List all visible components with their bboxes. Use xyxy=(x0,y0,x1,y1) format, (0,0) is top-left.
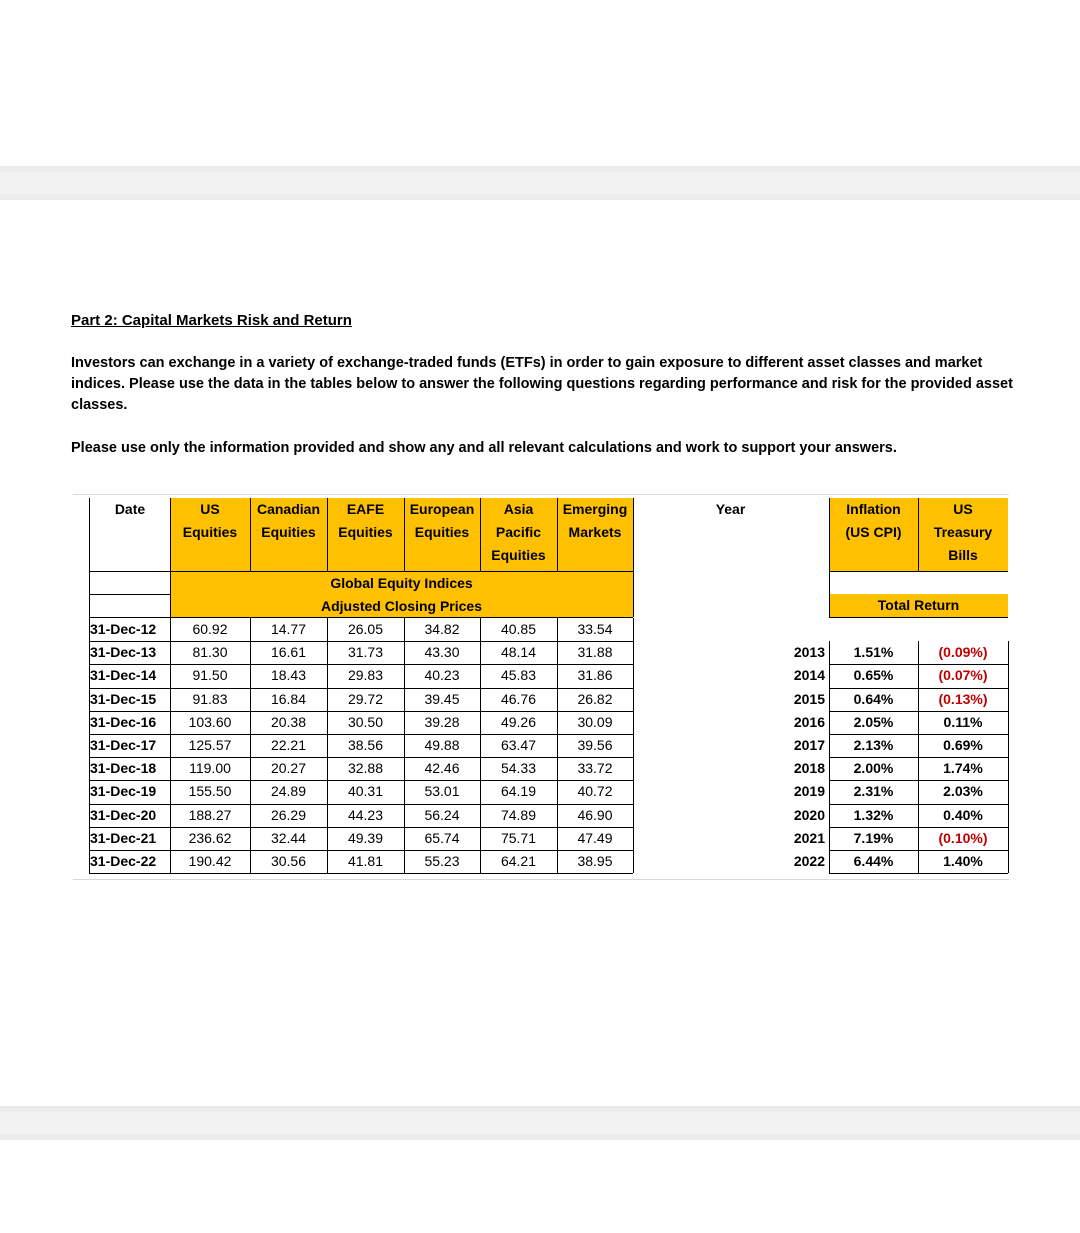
price-cell: 53.01 xyxy=(424,783,460,800)
year-cell: 2018 xyxy=(793,760,825,777)
date-cell: 31-Dec-14 xyxy=(90,667,157,684)
price-cell: 190.42 xyxy=(188,853,232,869)
header-us-treasury-bills: US Treasury Bills xyxy=(933,501,993,563)
price-cell: 24.89 xyxy=(270,783,307,800)
inflation-cell: 2.31% xyxy=(853,783,894,800)
year-cell: 2021 xyxy=(793,829,825,846)
price-cell: 33.54 xyxy=(577,621,613,637)
inflation-cell: 6.44% xyxy=(853,853,894,869)
price-cell: 43.30 xyxy=(424,644,460,661)
price-cell: 32.88 xyxy=(347,760,384,777)
total-return-label: Total Return xyxy=(877,597,960,613)
price-cell: 38.95 xyxy=(577,853,613,869)
header-year: Year xyxy=(715,501,746,517)
price-cell: 30.56 xyxy=(270,853,307,869)
header-emerging-markets: Emerging Markets xyxy=(562,501,628,540)
inflation-cell: 1.32% xyxy=(853,806,894,823)
date-cell: 31-Dec-20 xyxy=(90,806,157,823)
top-page-gap xyxy=(0,166,1080,200)
price-cell: 31.88 xyxy=(577,644,613,661)
date-cell: 31-Dec-17 xyxy=(90,737,157,753)
price-cell: 49.39 xyxy=(347,829,384,846)
tbill-cell: 0.40% xyxy=(943,806,983,823)
tbill-cell: 0.69% xyxy=(943,737,983,753)
instruction-paragraph: Please use only the information provided and show any and all relevant calculations and work to support your answers. xyxy=(71,440,897,456)
price-cell: 74.89 xyxy=(500,806,537,823)
year-cell: 2020 xyxy=(793,806,825,823)
price-cell: 81.30 xyxy=(192,644,228,661)
part-title: Part 2: Capital Markets Risk and Return xyxy=(71,312,352,329)
price-cell: 45.83 xyxy=(500,667,537,684)
price-cell: 39.28 xyxy=(424,713,460,730)
header-asia-pacific-equities: Asia Pacific Equities xyxy=(491,501,546,563)
price-cell: 56.24 xyxy=(424,806,460,823)
price-cell: 40.23 xyxy=(424,667,460,684)
price-cell: 64.19 xyxy=(500,783,537,800)
price-cell: 55.23 xyxy=(424,853,460,869)
header-canadian-equities: Canadian Equities xyxy=(256,501,320,540)
date-cell: 31-Dec-15 xyxy=(90,690,157,707)
price-cell: 54.33 xyxy=(500,760,537,777)
price-cell: 64.21 xyxy=(500,853,537,869)
price-cell: 41.81 xyxy=(347,853,384,869)
tbill-cell: (0.10%) xyxy=(938,829,988,846)
price-cell: 40.85 xyxy=(500,621,537,637)
price-cell: 20.27 xyxy=(270,760,307,777)
header-date: Date xyxy=(114,501,146,517)
header-inflation: Inflation (US CPI) xyxy=(845,501,902,540)
inflation-cell: 1.51% xyxy=(853,644,894,661)
price-cell: 46.76 xyxy=(500,690,537,707)
year-cell: 2019 xyxy=(793,783,825,800)
price-cell: 39.56 xyxy=(577,737,613,753)
tbill-cell: 1.40% xyxy=(943,853,983,869)
price-cell: 26.29 xyxy=(270,806,307,823)
price-cell: 16.61 xyxy=(270,644,307,661)
inflation-cell: 0.65% xyxy=(853,667,894,684)
price-cell: 48.14 xyxy=(500,644,537,661)
indices-label: Global Equity Indices Adjusted Closing Prices xyxy=(320,575,483,614)
price-cell: 65.74 xyxy=(424,829,460,846)
date-cell: 31-Dec-18 xyxy=(90,760,157,777)
date-cell: 31-Dec-21 xyxy=(90,829,157,846)
price-cell: 20.38 xyxy=(270,713,307,730)
tbill-cell: (0.09%) xyxy=(938,644,988,661)
price-cell: 40.31 xyxy=(347,783,384,800)
price-cell: 22.21 xyxy=(270,737,307,753)
price-cell: 75.71 xyxy=(500,829,537,846)
price-cell: 119.00 xyxy=(189,760,231,777)
year-cell: 2016 xyxy=(793,713,825,730)
year-cell: 2017 xyxy=(793,737,825,753)
price-cell: 31.73 xyxy=(347,644,384,661)
intro-paragraph: Investors can exchange in a variety of exchange-traded funds (ETFs) in order to gain exposure to different asset classes and market indices. Please use the data in the tables below to answer the following questions regarding performance and risk for the provided asset classes. xyxy=(71,355,1013,413)
date-cell: 31-Dec-22 xyxy=(90,853,157,869)
inflation-cell: 2.13% xyxy=(853,737,894,753)
year-cell: 2022 xyxy=(793,853,825,869)
inflation-cell: 7.19% xyxy=(853,829,894,846)
price-cell: 39.45 xyxy=(424,690,460,707)
price-cell: 29.83 xyxy=(347,667,384,684)
tbill-cell: (0.07%) xyxy=(938,667,988,684)
price-cell: 188.27 xyxy=(188,806,232,823)
price-cell: 49.26 xyxy=(500,713,537,730)
price-cell: 125.57 xyxy=(188,737,232,753)
price-cell: 16.84 xyxy=(270,690,307,707)
bottom-page-gap xyxy=(0,1106,1080,1140)
inflation-cell: 2.00% xyxy=(853,760,894,777)
price-cell: 26.82 xyxy=(577,690,613,707)
price-cell: 49.88 xyxy=(424,737,460,753)
price-cell: 236.62 xyxy=(188,829,232,846)
year-cell: 2014 xyxy=(793,667,825,684)
price-cell: 33.72 xyxy=(577,760,613,777)
price-cell: 30.50 xyxy=(347,713,384,730)
price-cell: 14.77 xyxy=(270,621,307,637)
header-us-equities: US Equities xyxy=(182,501,238,540)
price-cell: 91.83 xyxy=(192,690,228,707)
year-cell: 2013 xyxy=(793,644,825,661)
price-cell: 91.50 xyxy=(192,667,228,684)
year-cell: 2015 xyxy=(793,690,825,707)
price-cell: 38.56 xyxy=(347,737,384,753)
tbill-cell: 1.74% xyxy=(943,760,983,777)
price-cell: 103.60 xyxy=(188,713,232,730)
price-cell: 60.92 xyxy=(192,621,228,637)
date-cell: 31-Dec-19 xyxy=(90,783,157,800)
date-cell: 31-Dec-13 xyxy=(90,644,157,661)
price-cell: 26.05 xyxy=(347,621,384,637)
price-cell: 29.72 xyxy=(347,690,384,707)
price-cell: 155.50 xyxy=(188,783,232,800)
price-cell: 44.23 xyxy=(347,806,384,823)
price-cell: 40.72 xyxy=(577,783,613,800)
header-eafe-equities: EAFE Equities xyxy=(338,501,393,540)
tbill-cell: (0.13%) xyxy=(938,690,988,707)
inflation-cell: 0.64% xyxy=(853,690,894,707)
tbill-cell: 2.03% xyxy=(943,783,983,800)
price-cell: 31.86 xyxy=(577,667,613,684)
tbill-cell: 0.11% xyxy=(943,713,983,730)
price-cell: 63.47 xyxy=(500,737,537,753)
price-cell: 47.49 xyxy=(577,829,613,846)
date-cell: 31-Dec-16 xyxy=(90,713,157,730)
price-cell: 42.46 xyxy=(424,760,460,777)
header-european-equities: European Equities xyxy=(409,501,475,540)
price-cell: 34.82 xyxy=(424,621,460,637)
data-table xyxy=(73,494,1009,880)
inflation-cell: 2.05% xyxy=(853,713,894,730)
price-cell: 30.09 xyxy=(577,713,613,730)
price-cell: 46.90 xyxy=(577,806,613,823)
price-cell: 32.44 xyxy=(270,829,307,846)
price-cell: 18.43 xyxy=(270,667,307,684)
date-cell: 31-Dec-12 xyxy=(90,621,157,637)
